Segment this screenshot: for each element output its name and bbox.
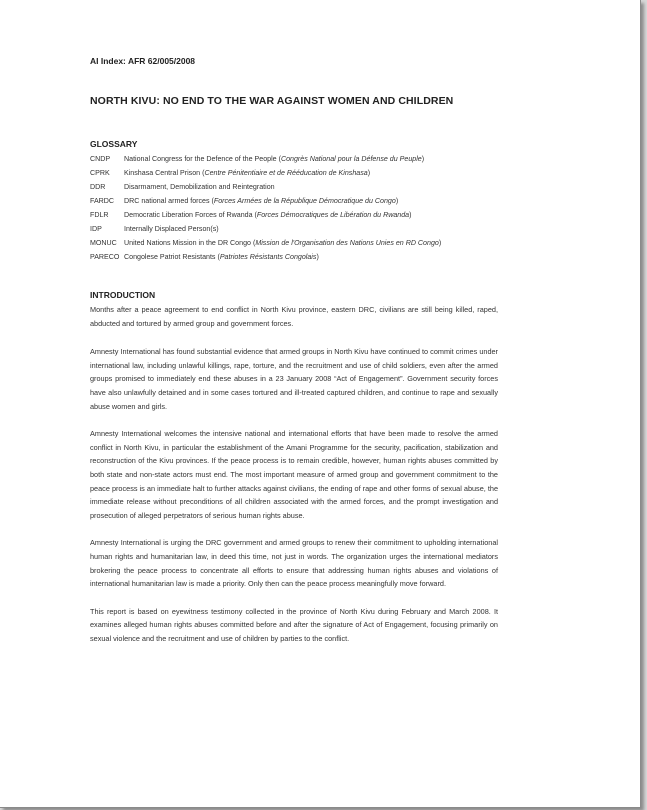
glossary-item <box>90 180 550 194</box>
intro-paragraph-1: Months after a peace agreement to end conflict in North Kivu province, eastern DRC, civilians are still being killed, raped, abducted and tortured by armed group and government forces. <box>90 305 498 328</box>
intro-paragraph-5: This report is based on eyewitness testimony collected in the province of North Kivu during February and March 2008. It examines alleged human rights abuses committed before and after the signature of Act of Engagement, focusing primarily on sexual violence and the recruitment and use of children by parties to the conflict. <box>90 606 498 643</box>
glossary-item <box>90 166 550 180</box>
glossary-item <box>90 250 550 264</box>
glossary-french-name: Forces Démocratiques de Libération du Rwanda <box>256 211 410 219</box>
glossary-english-name: National Congress for the Defence of the People <box>124 155 277 163</box>
introduction-heading: INTRODUCTION <box>90 290 156 300</box>
introduction-body <box>90 303 498 659</box>
glossary-definition: United Nations Mission in the DR Congo (Mission de l'Organisation des Nations Unies en RD Congo) <box>124 239 442 247</box>
glossary-english-name: Internally Displaced Person(s) <box>124 225 219 233</box>
glossary-english-name: United Nations Mission in the DR Congo <box>124 239 251 247</box>
glossary-english-name: Disarmament, Demobilization and Reintegration <box>124 183 275 191</box>
glossary-definition: Kinshasa Central Prison (Centre Pénitentiaire et de Rééducation de Kinshasa) <box>124 169 371 177</box>
glossary-french-name: Mission de l'Organisation des Nations Unies en RD Congo <box>255 239 439 247</box>
glossary-abbreviation: CPRK <box>90 169 110 177</box>
glossary-abbreviation: IDP <box>90 225 102 233</box>
glossary-definition: DRC national armed forces (Forces Armées de la République Démocratique du Congo) <box>124 197 399 205</box>
glossary-item <box>90 152 550 166</box>
glossary-french-name: Congrès National pour la Défense du Peuple <box>280 155 422 163</box>
glossary-english-name: Kinshasa Central Prison <box>124 169 201 177</box>
glossary-abbreviation: DDR <box>90 183 106 191</box>
glossary-item <box>90 222 550 236</box>
glossary-abbreviation: PARECO <box>90 253 120 261</box>
glossary-item <box>90 236 550 250</box>
glossary-french-name: Patriotes Résistants Congolais <box>219 253 317 261</box>
intro-paragraph-4: Amnesty International is urging the DRC government and armed groups to renew their commitment to upholding international human rights and humanitarian law, in deed this time, not just in words. The organization urges the international mediators brokering the peace process to concentrate all efforts to ensure that addressing human rights abuses and violations of international humanitarian law is made a priority. Only then can the peace process meaningfully move forward. <box>90 538 498 589</box>
glossary-definition: Congolese Patriot Resistants (Patriotes Résistants Congolais) <box>124 253 319 261</box>
glossary-abbreviation: FDLR <box>90 211 109 219</box>
glossary-abbreviation: FARDC <box>90 197 115 205</box>
intro-paragraph-2: Amnesty International has found substantial evidence that armed groups in North Kivu have continued to commit crimes under international law, including unlawful killings, rape, torture, and the recruitment and use of child soldiers, even after the armed groups promised to immediately end these abuses in a 23 January 2008 “Act of Engagement”. Government security forces have also unlawfully detained and in some cases tortured and ill-treated captured children, and continue to rape and sexually abuse women and girls. <box>90 347 498 411</box>
ai-index-reference: AI Index: AFR 62/005/2008 <box>90 56 196 66</box>
glossary-item <box>90 208 550 222</box>
glossary-definition <box>124 180 275 194</box>
intro-paragraph-3: Amnesty International welcomes the intensive national and international efforts that have been made to resolve the armed conflict in North Kivu, in particular the establishment of the Amani Programme for the security, pacification, stabilization and reconstruction of the Kivu provinces. If the peace process is to remain credible, however, human rights abuses committed by both state and non-state actors must end. The most important measure of armed group and government commitment to the peace process is an immediate halt to further attacks against civilians, the ending of rape and other forms of sexual abuse, the immediate release without preconditions of all children associated with the armed forces, and the prompt investigation and prosecution of alleged perpetrators of serious human rights abuse. <box>90 429 498 520</box>
glossary-french-name: Centre Pénitentiaire et de Rééducation de Kinshasa <box>204 169 368 177</box>
glossary-abbreviation: CNDP <box>90 155 111 163</box>
glossary-definition <box>124 222 219 236</box>
glossary-english-name: DRC national armed forces <box>124 197 210 205</box>
glossary-definition: National Congress for the Defence of the People (Congrès National pour la Défense du Peuple) <box>124 155 425 163</box>
glossary-english-name: Democratic Liberation Forces of Rwanda <box>124 211 253 219</box>
report-title: NORTH KIVU: NO END TO THE WAR AGAINST WOMEN AND CHILDREN <box>90 95 454 107</box>
glossary-definition: Democratic Liberation Forces of Rwanda (Forces Démocratiques de Libération du Rwanda) <box>124 211 412 219</box>
glossary-heading: GLOSSARY <box>90 139 138 149</box>
glossary-abbreviation: MONUC <box>90 239 117 247</box>
glossary-list <box>90 152 550 264</box>
glossary-english-name: Congolese Patriot Resistants <box>124 253 216 261</box>
glossary-item <box>90 194 550 208</box>
glossary-french-name: Forces Armées de la République Démocratique du Congo <box>213 197 396 205</box>
